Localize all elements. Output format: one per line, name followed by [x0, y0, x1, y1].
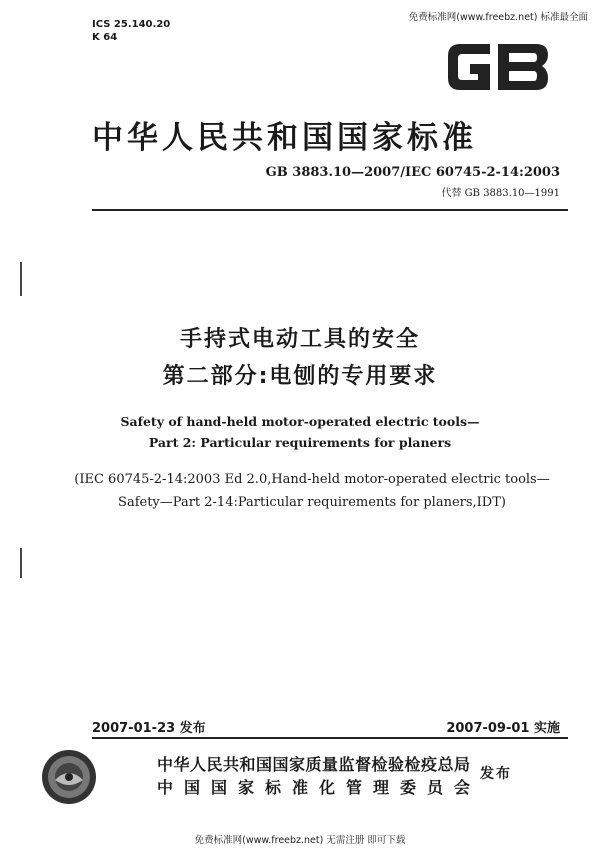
header-divider — [92, 209, 568, 211]
publish-date: 2007-01-23 发布 — [92, 721, 206, 736]
classification — [92, 18, 170, 44]
ccs-code: K 64 — [92, 32, 118, 43]
margin-mark — [20, 548, 22, 578]
title-cn-line1: 手持式电动工具的安全 — [179, 327, 420, 352]
standard-number: GB 3883.10—2007/IEC 60745-2-14:2003 — [265, 165, 560, 180]
national-standard-title: 中华人民共和国国家标准 — [92, 120, 477, 156]
replaces-standard: 代替 GB 3883.10—1991 — [441, 188, 560, 199]
margin-mark — [20, 262, 22, 296]
implementation-date: 2007-09-01 实施 — [446, 721, 560, 736]
title-en-line2: Part 2: Particular requirements for planers — [148, 435, 452, 450]
gb-logo — [442, 36, 554, 98]
title-cn-line2: 第二部分:电刨的专用要求 — [162, 364, 438, 389]
footer-divider — [92, 737, 568, 739]
issue-label: 发布 — [480, 766, 512, 782]
issuer-line2: 中国国家标准化管理委员会 — [157, 778, 482, 797]
iec-reference-line2: Safety—Part 2-14:Particular requirements for planers,IDT) — [118, 495, 506, 510]
ics-code: ICS 25.140.20 — [92, 19, 171, 30]
issuer-seal-icon — [40, 748, 98, 806]
watermark-bottom: 免费标准网(www.freebz.net) 无需注册 即可下载 — [194, 835, 406, 846]
title-en-line1: Safety of hand-held motor-operated electric tools— — [120, 414, 480, 429]
watermark-top: 免费标准网(www.freebz.net) 标准最全面 — [408, 12, 588, 23]
iec-reference-line1: (IEC 60745-2-14:2003 Ed 2.0,Hand-held motor-operated electric tools— — [74, 472, 550, 487]
issuer-line1: 中华人民共和国国家质量监督检验检疫总局 — [157, 755, 471, 774]
